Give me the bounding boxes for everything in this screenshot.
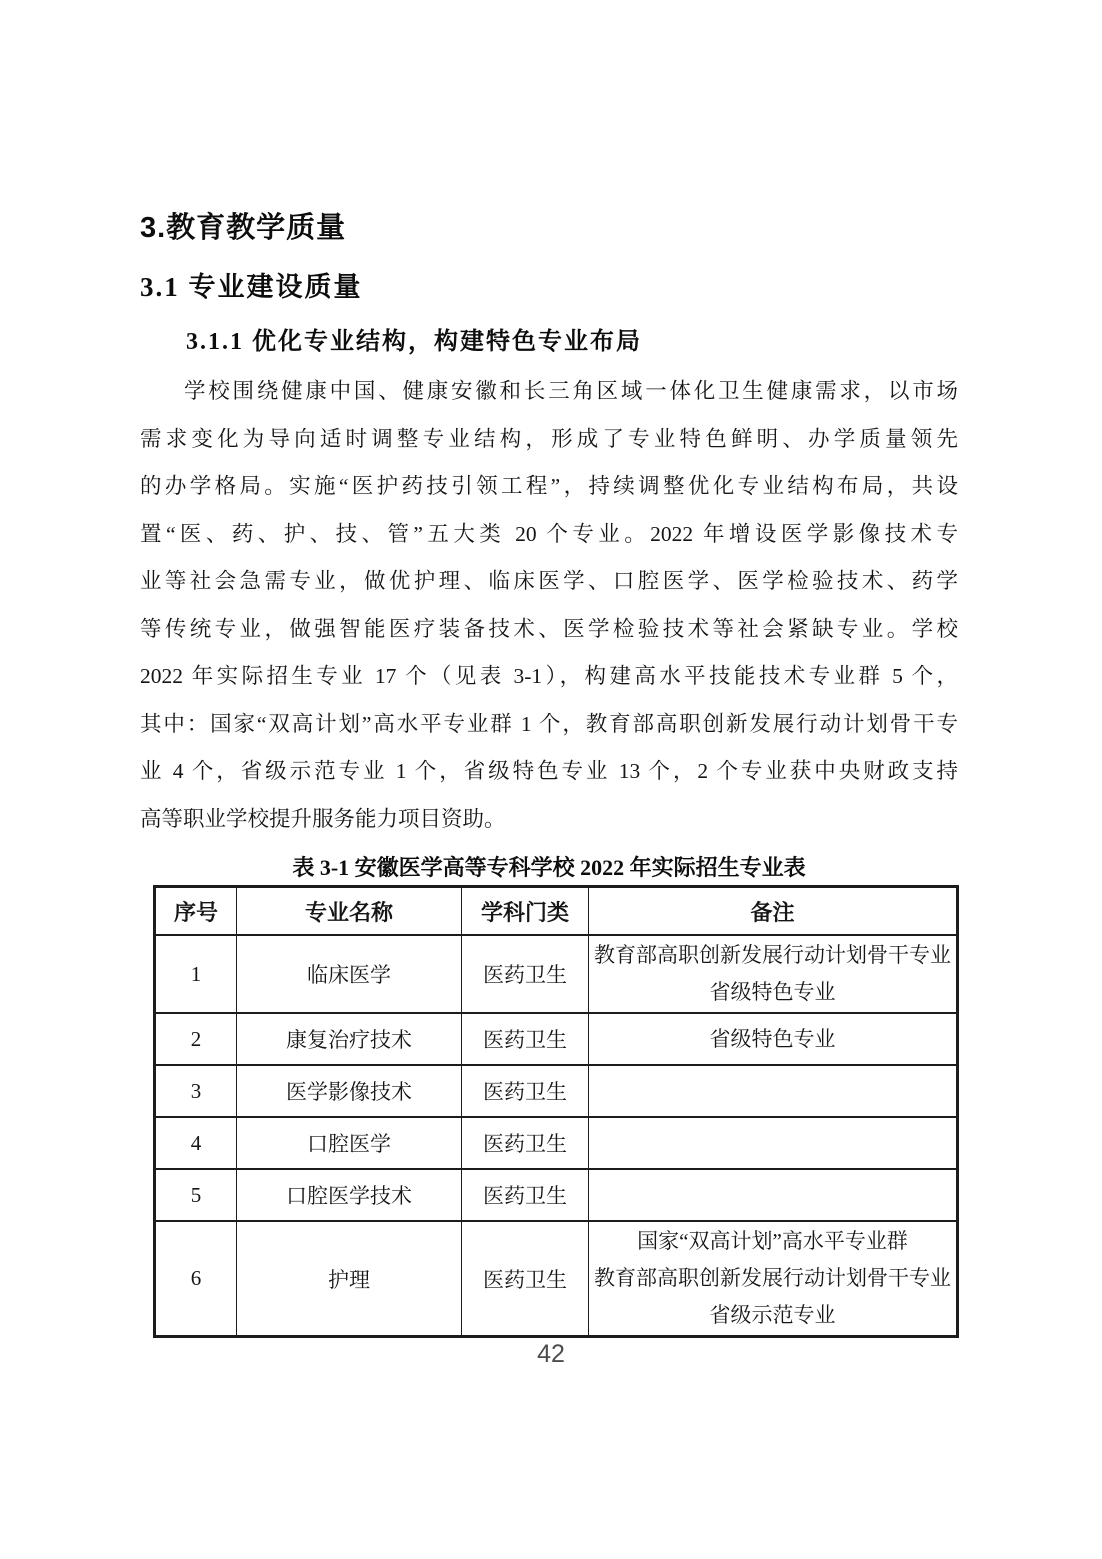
cell-discipline-category: 医药卫生: [462, 935, 589, 1013]
table-row: [155, 1117, 958, 1169]
table-caption: 表 3-1 安徽医学高等专科学校 2022 年实际招生专业表: [292, 855, 806, 880]
remark-line: 教育部高职创新发展行动计划骨干专业: [594, 1266, 951, 1290]
cell-serial-number: 4: [155, 1117, 237, 1169]
cell-discipline-category: 医药卫生: [462, 1169, 589, 1221]
table-row: [155, 1221, 958, 1337]
cell-discipline-category: 医药卫生: [462, 1221, 589, 1337]
paragraph-line: 业 4 个，省级示范专业 1 个，省级特色专业 13 个，2 个专业获中央财政支持: [140, 759, 958, 783]
remark-line: 国家“双高计划”高水平专业群: [637, 1229, 908, 1253]
cell-remarks: [589, 1065, 958, 1117]
cell-major-name: 口腔医学: [237, 1117, 462, 1169]
cell-remarks: [589, 1013, 958, 1065]
cell-discipline-category: 医药卫生: [462, 1117, 589, 1169]
paragraph-line: 置“医、药、护、技、管”五大类 20 个专业。2022 年增设医学影像技术专: [140, 521, 958, 546]
cell-remarks: [589, 1117, 958, 1169]
cell-major-name: 护理: [237, 1221, 462, 1337]
cell-remarks: [589, 935, 958, 1013]
column-header: 序号: [155, 887, 237, 936]
page-number: 42: [537, 1340, 565, 1368]
cell-discipline-category: 医药卫生: [462, 1013, 589, 1065]
cell-remarks: [589, 1169, 958, 1221]
cell-major-name: 医学影像技术: [237, 1065, 462, 1117]
cell-remarks: [589, 1221, 958, 1337]
cell-serial-number: 3: [155, 1065, 237, 1117]
subsubsection-heading: 3.1.1 优化专业结构，构建特色专业布局: [186, 329, 642, 355]
section-heading: 3.教育教学质量: [140, 212, 347, 244]
cell-major-name: 口腔医学技术: [237, 1169, 462, 1221]
paragraph-line: 等传统专业，做强智能医疗装备技术、医学检验技术等社会紧缺专业。学校: [140, 616, 958, 641]
table-row: [155, 1065, 958, 1117]
remark-line: 省级示范专业: [709, 1303, 836, 1327]
paragraph-line: 的办学格局。实施“医护药技引领工程”，持续调整优化专业结构布局，共设: [140, 474, 958, 498]
table-row: [155, 1169, 958, 1221]
remark-line: 省级特色专业: [709, 1026, 836, 1051]
table-row: [155, 1013, 958, 1065]
remark-line: 教育部高职创新发展行动计划骨干专业: [594, 943, 951, 967]
subsection-heading: 3.1 专业建设质量: [140, 272, 363, 302]
paragraph-line: 需求变化为导向适时调整专业结构，形成了专业特色鲜明、办学质量领先: [140, 426, 958, 451]
body-paragraph: [140, 368, 958, 843]
column-header: 学科门类: [462, 887, 589, 936]
column-header: 备注: [589, 887, 958, 936]
paragraph-line: 2022 年实际招生专业 17 个（见表 3-1），构建高水平技能技术专业群 5 个，: [140, 664, 958, 688]
table-row: [155, 935, 958, 1013]
cell-major-name: 康复治疗技术: [237, 1013, 462, 1065]
paragraph-line: 其中：国家“双高计划”高水平专业群 1 个，教育部高职创新发展行动计划骨干专: [140, 711, 958, 736]
admissions-majors-table: [153, 885, 959, 1338]
paragraph-line: 高等职业学校提升服务能力项目资助。: [140, 806, 506, 831]
cell-serial-number: 1: [155, 935, 237, 1013]
cell-serial-number: 6: [155, 1221, 237, 1337]
remark-line: 省级特色专业: [709, 980, 836, 1004]
paragraph-line: 学校围绕健康中国、健康安徽和长三角区域一体化卫生健康需求，以市场: [184, 379, 958, 403]
table-header-row: [155, 887, 958, 936]
cell-discipline-category: 医药卫生: [462, 1065, 589, 1117]
cell-serial-number: 2: [155, 1013, 237, 1065]
cell-serial-number: 5: [155, 1169, 237, 1221]
cell-major-name: 临床医学: [237, 935, 462, 1013]
paragraph-line: 业等社会急需专业，做优护理、临床医学、口腔医学、医学检验技术、药学: [140, 569, 958, 593]
column-header: 专业名称: [237, 887, 462, 936]
